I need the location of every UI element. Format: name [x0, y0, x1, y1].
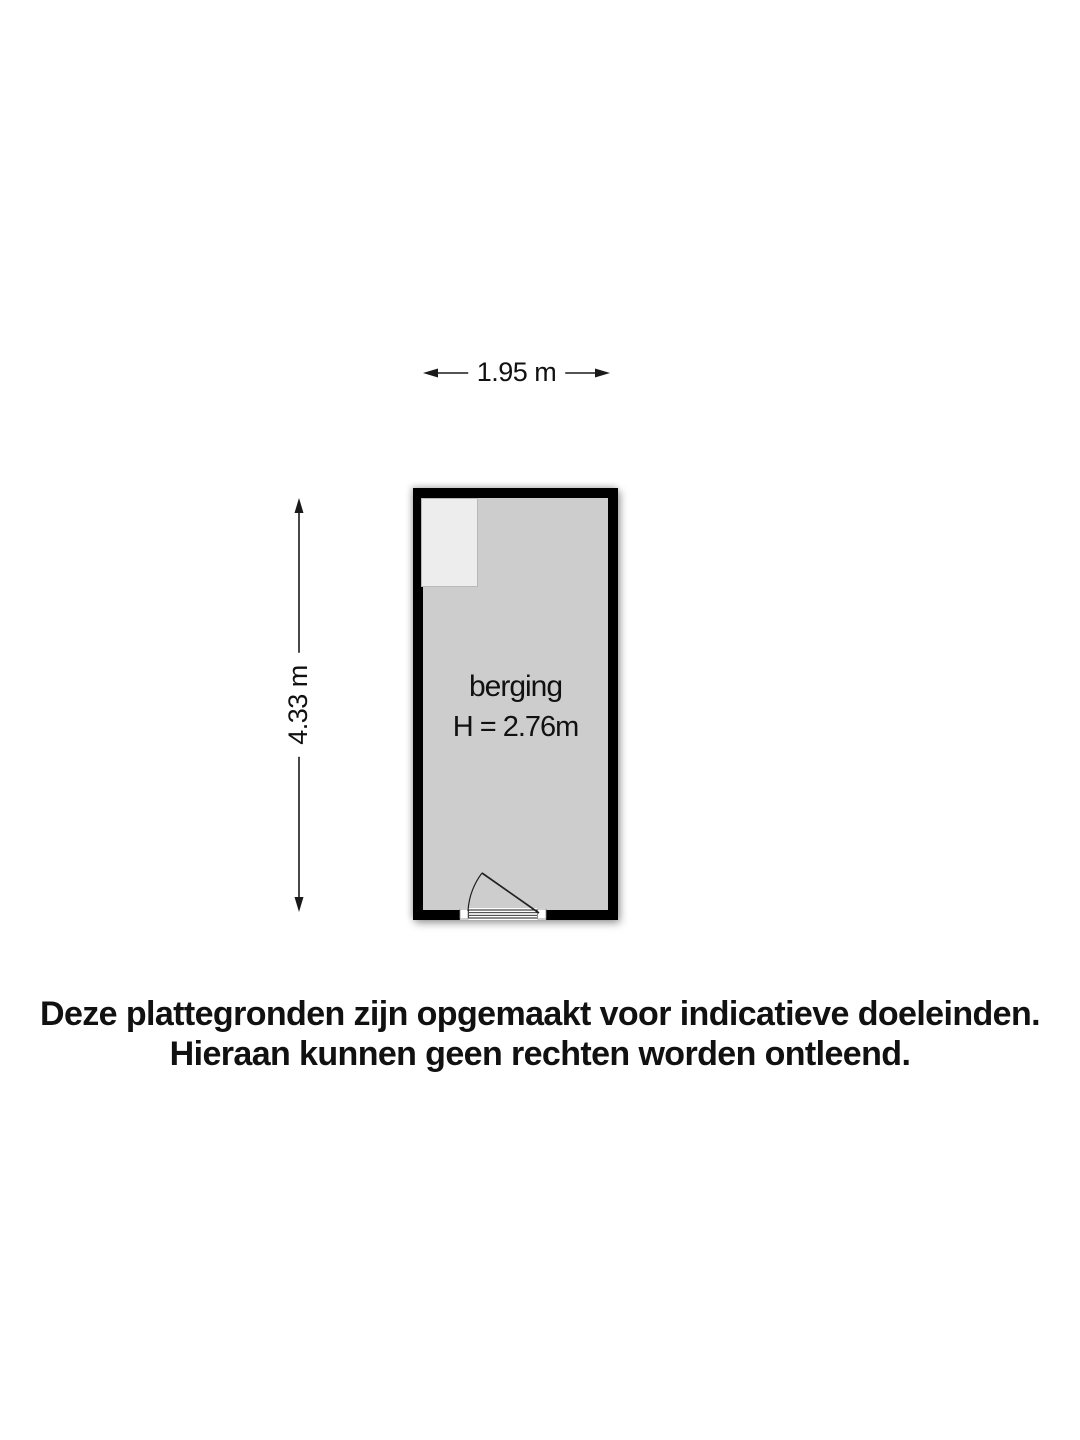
- door-swing-icon: [468, 873, 539, 913]
- disclaimer: [0, 994, 1080, 1074]
- width-dimension-label: 1.95 m: [468, 358, 566, 388]
- disclaimer-line-1: Deze plattegronden zijn opgemaakt voor indicatieve doeleinden.: [40, 995, 1040, 1033]
- ceiling-height-label: H = 2.76m: [452, 711, 579, 743]
- room-name-label: berging: [468, 670, 563, 703]
- room-label: [423, 672, 608, 742]
- height-dimension: [283, 498, 314, 912]
- height-dimension-label: 4.33 m: [284, 653, 314, 757]
- width-dimension: [423, 359, 610, 387]
- floor-plan: [413, 488, 618, 920]
- disclaimer-line-2: Hieraan kunnen geen rechten worden ontleend.: [169, 1035, 911, 1073]
